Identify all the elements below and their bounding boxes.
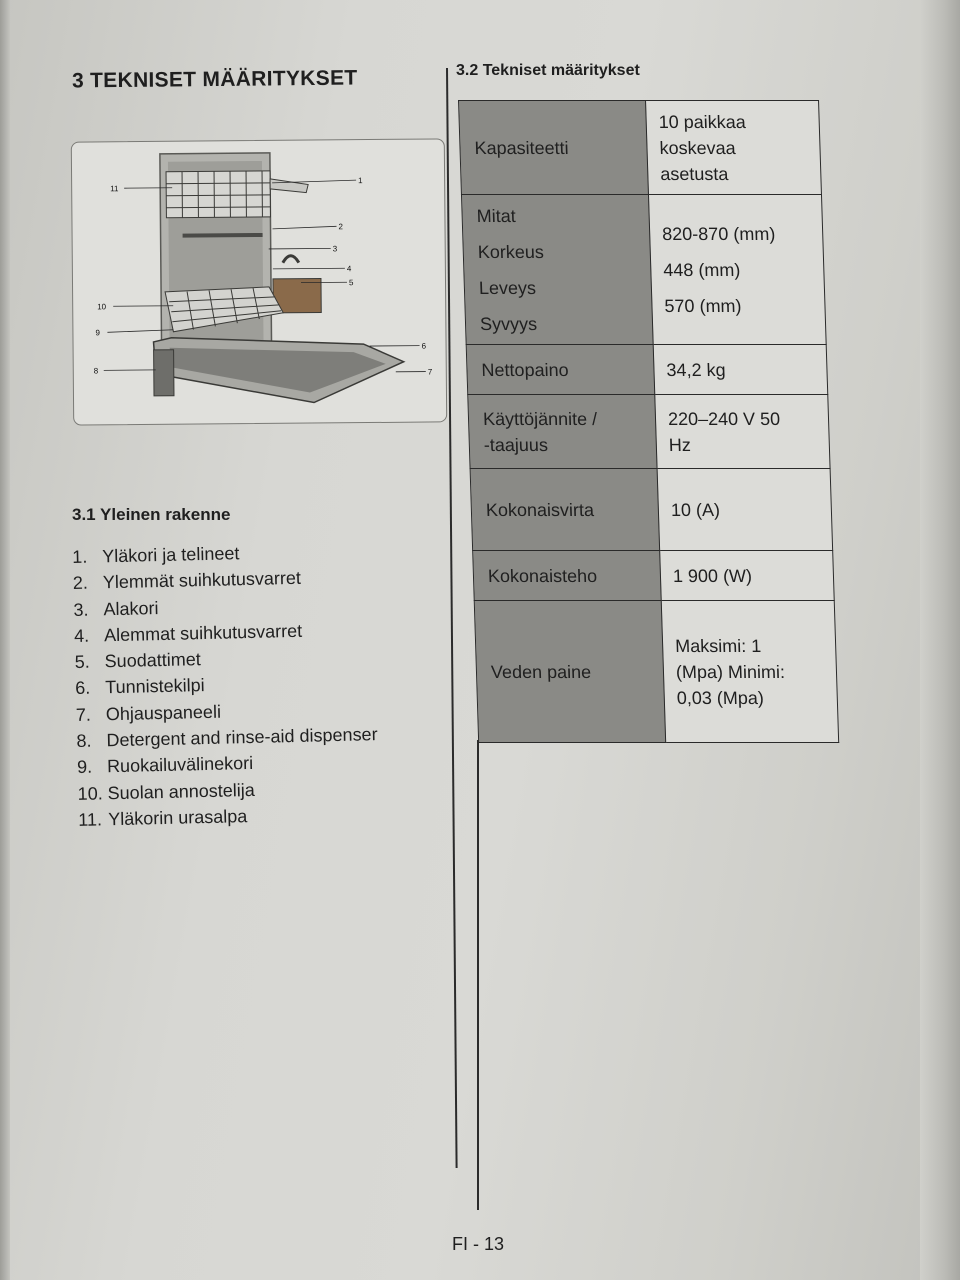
dimensions-label: Mitat Korkeus Leveys Syvyys [461, 195, 653, 345]
page-edge-right [920, 0, 960, 1280]
diagram-label-9: 9 [95, 328, 100, 338]
list-item: 11. Yläkorin urasalpa [78, 806, 248, 830]
net-weight-label: Nettopaino [466, 345, 655, 395]
table-row [468, 395, 830, 469]
dishwasher-illustration [72, 139, 446, 424]
column-divider-lower [477, 740, 479, 1210]
page-number: FI - 13 [452, 1234, 505, 1254]
voltage-label: Käyttöjännite / -taajuus [468, 395, 657, 469]
list-item: 10. Suolan annostelija [77, 779, 255, 804]
list-item: 9. Ruokailuvälinekori [76, 753, 254, 778]
total-current-value: 10 (A) [657, 469, 833, 551]
diagram-label-8: 8 [93, 366, 99, 376]
total-power-value: 1 900 (W) [660, 551, 835, 601]
dimensions-value: 820-870 (mm) 448 (mm) 570 (mm) [648, 195, 826, 345]
table-row [461, 195, 826, 345]
diagram-label-11: 11 [110, 184, 119, 194]
voltage-value: 220–240 V 50 Hz [655, 395, 830, 469]
water-pressure-label: Veden paine [474, 601, 665, 743]
list-item: 2. Ylemmät suihkutusvarret [72, 568, 302, 594]
total-power-label: Kokonaisteho [473, 551, 662, 601]
parts-list [72, 537, 380, 833]
diagram-label-2: 2 [338, 222, 344, 232]
specs-heading: 3.2 Tekniset määritykset [456, 62, 640, 79]
list-item: 8. Detergent and rinse-aid dispenser [76, 724, 378, 752]
structure-heading: 3.1 Yleinen rakenne [72, 505, 231, 524]
dishwasher-diagram [71, 138, 447, 425]
capacity-label: Kapasiteetti [459, 101, 649, 195]
list-item: 3. Alakori [73, 597, 159, 620]
list-item: 4. Alemmat suihkutusvarret [73, 620, 303, 646]
list-item: 6. Tunnistekilpi [75, 675, 205, 699]
table-row [459, 101, 822, 195]
diagram-label-5: 5 [348, 278, 354, 288]
diagram-label-6: 6 [421, 341, 427, 351]
page-shadow-left [0, 0, 10, 1280]
diagram-label-4: 4 [346, 264, 352, 274]
list-item: 1. Yläkori ja telineet [72, 543, 240, 567]
table-row [470, 469, 833, 551]
table-row [466, 345, 828, 395]
table-row [473, 551, 835, 601]
diagram-label-7: 7 [427, 367, 433, 377]
list-item: 7. Ohjauspaneeli [75, 701, 222, 725]
section-title: 3 TEKNISET MÄÄRITYKSET [71, 66, 358, 93]
table-row [474, 601, 838, 743]
net-weight-value: 34,2 kg [653, 345, 828, 395]
diagram-label-3: 3 [332, 244, 338, 254]
capacity-value: 10 paikkaa koskevaa asetusta [646, 101, 822, 195]
list-item: 5. Suodattimet [74, 649, 201, 673]
water-pressure-value: Maksimi: 1 (Mpa) Minimi: 0,03 (Mpa) [661, 601, 838, 743]
specs-table [458, 100, 839, 743]
diagram-label-10: 10 [97, 302, 107, 312]
total-current-label: Kokonaisvirta [470, 469, 660, 551]
diagram-label-1: 1 [358, 176, 363, 186]
